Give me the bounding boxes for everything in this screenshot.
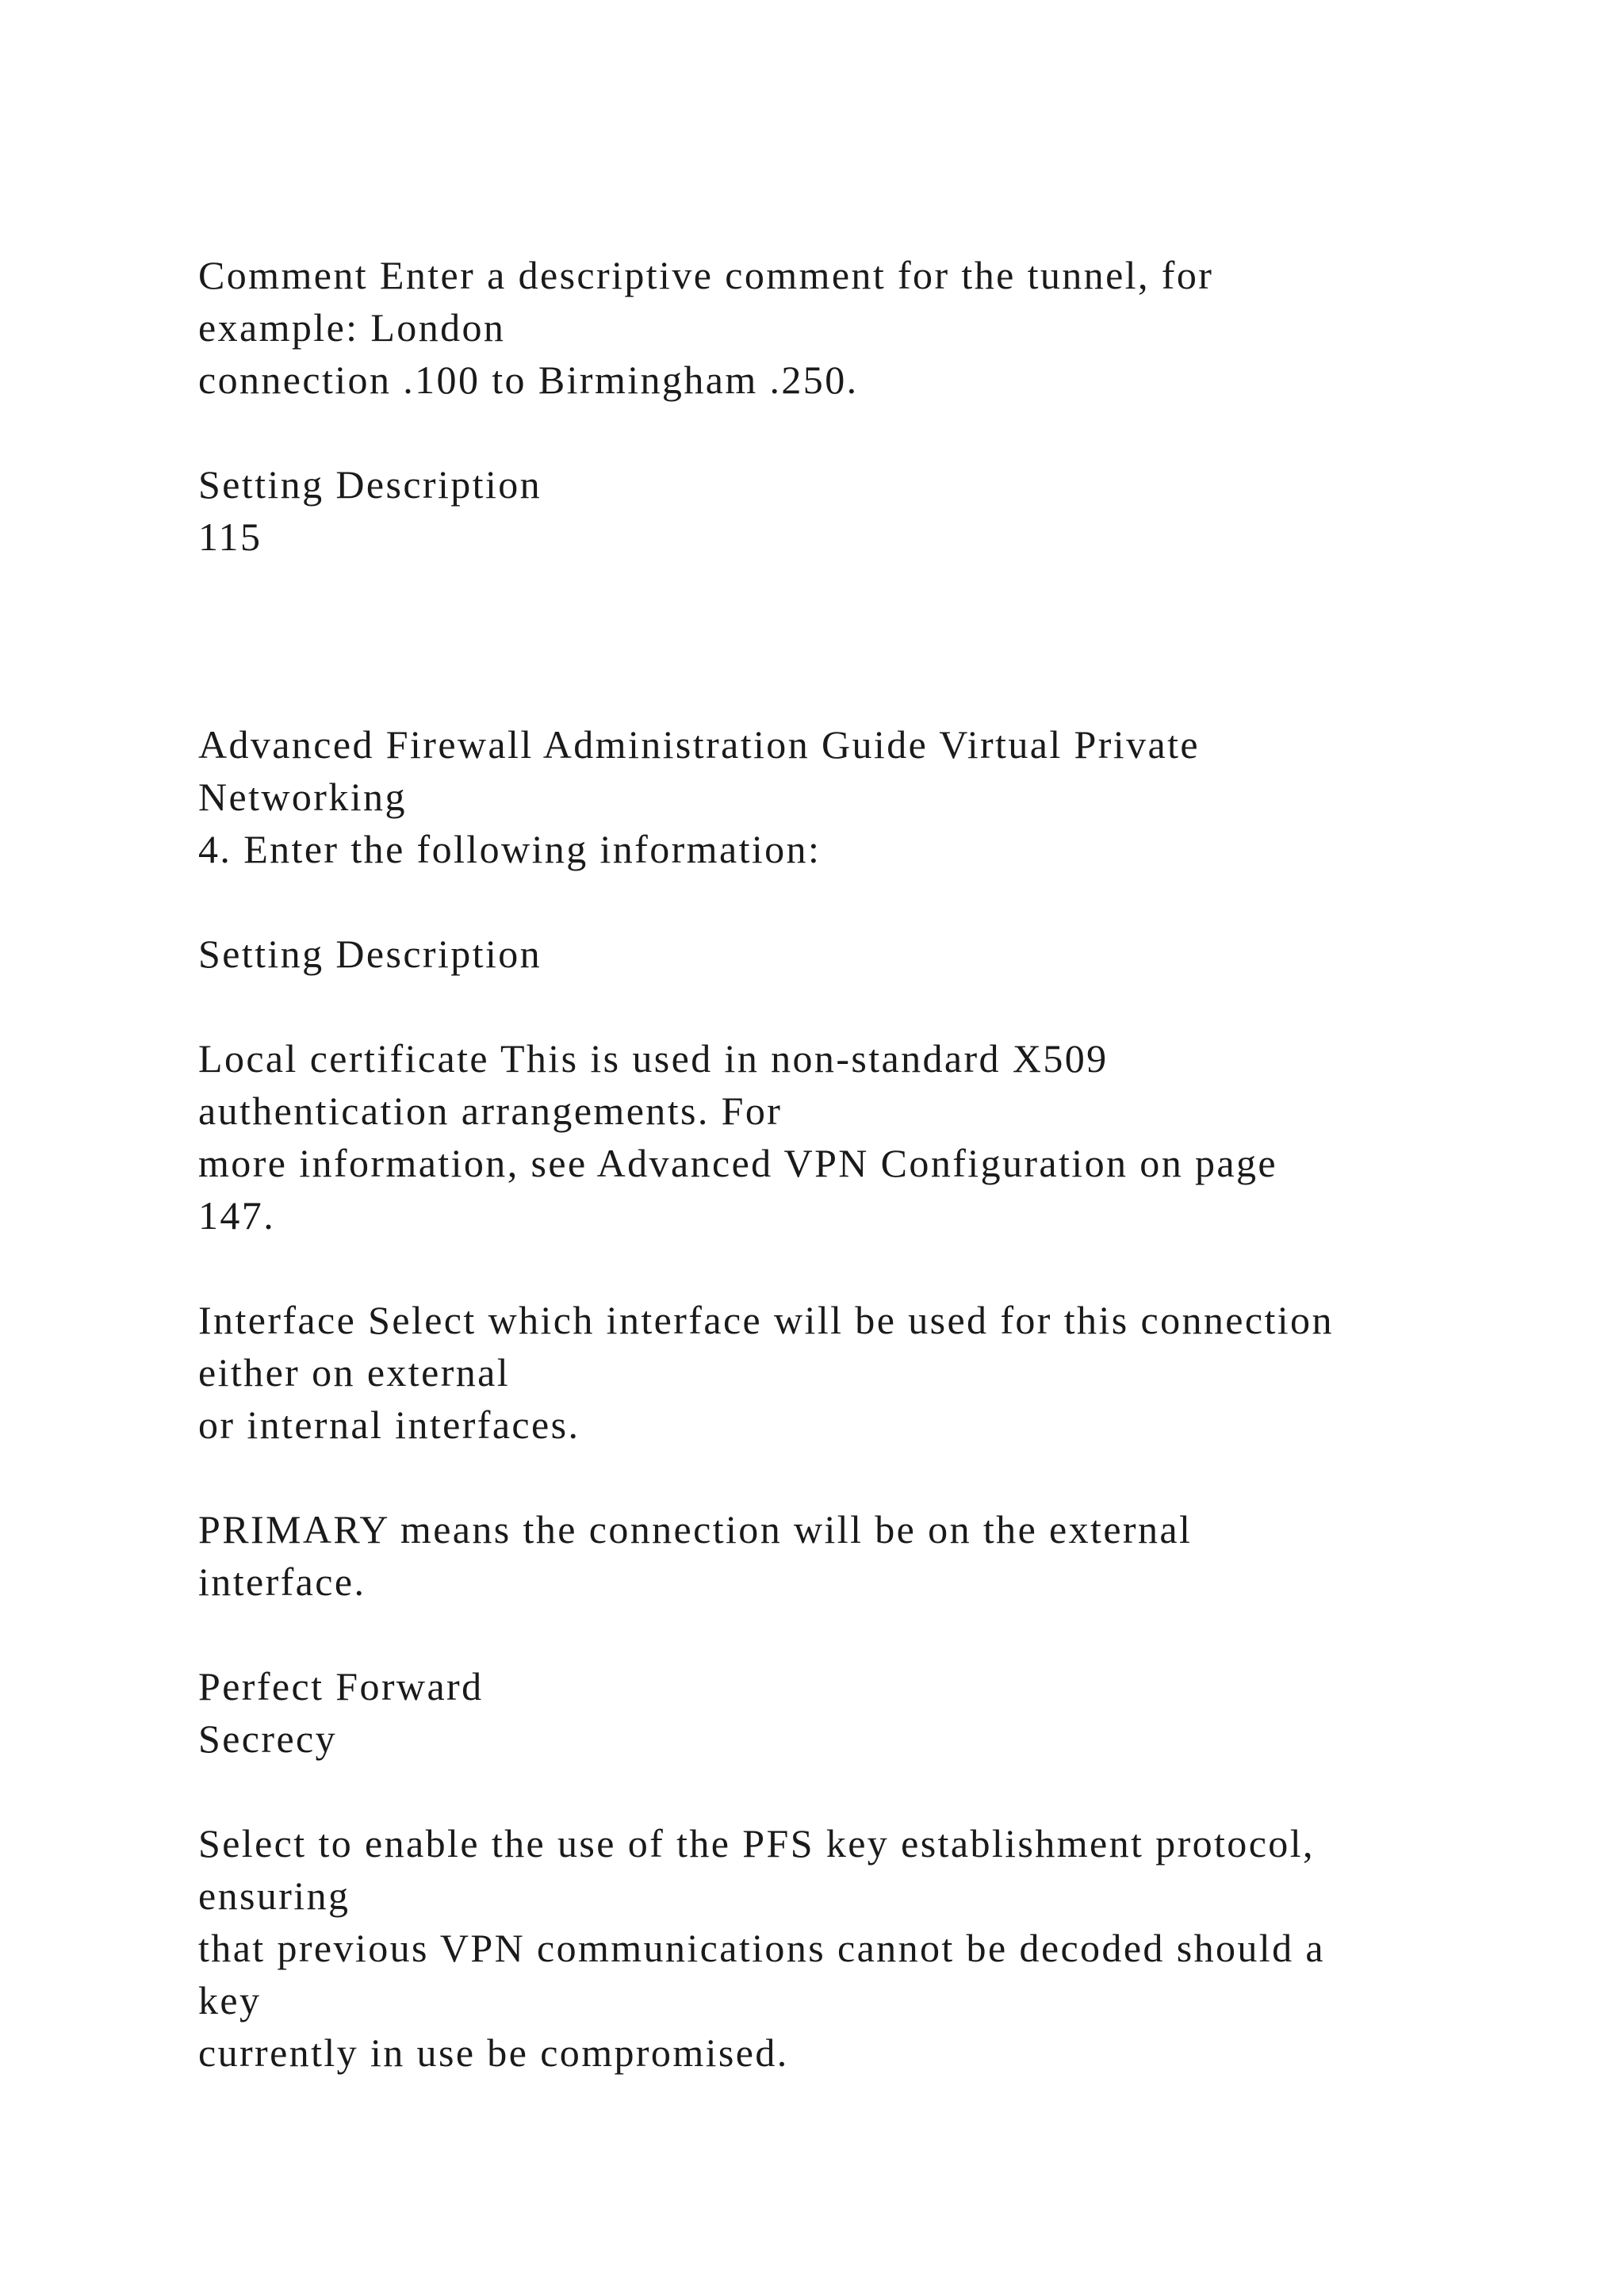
comment-setting-line-1: Comment Enter a descriptive comment for the tunnel, for: [198, 253, 1214, 297]
comment-setting-line-2: example: London: [198, 305, 506, 350]
interface-line-2: either on external: [198, 1350, 511, 1395]
page-number: 115: [198, 515, 262, 559]
local-certificate-line-4: 147.: [198, 1193, 276, 1238]
interface-line-3: or internal interfaces.: [198, 1402, 580, 1447]
pfs-description-line-4: key: [198, 1978, 262, 2022]
step-4-instruction: 4. Enter the following information:: [198, 827, 822, 871]
pfs-description-line-3: that previous VPN communications cannot be decoded should a: [198, 1926, 1325, 1970]
interface-line-1: Interface Select which interface will be used for this connection: [198, 1298, 1334, 1342]
table-header-setting-description: Setting Description: [198, 932, 542, 976]
table-header-setting-description: Setting Description: [198, 462, 542, 507]
pfs-label-line-1: Perfect Forward: [198, 1664, 484, 1709]
pfs-description-line-5: currently in use be compromised.: [198, 2030, 789, 2075]
comment-setting-line-3: connection .100 to Birmingham .250.: [198, 358, 859, 402]
local-certificate-line-1: Local certificate This is used in non-standard X509: [198, 1036, 1109, 1081]
pfs-label-line-2: Secrecy: [198, 1716, 338, 1761]
local-certificate-line-2: authentication arrangements. For: [198, 1089, 783, 1133]
primary-line-1: PRIMARY means the connection will be on the external: [198, 1507, 1193, 1552]
pfs-description-line-2: ensuring: [198, 1873, 350, 1918]
pfs-description-line-1: Select to enable the use of the PFS key establishment protocol,: [198, 1821, 1315, 1866]
primary-line-2: interface.: [198, 1559, 366, 1604]
running-header-line-1: Advanced Firewall Administration Guide Virtual Private: [198, 722, 1200, 767]
running-header-line-2: Networking: [198, 775, 407, 819]
local-certificate-line-3: more information, see Advanced VPN Configuration on page: [198, 1141, 1277, 1185]
